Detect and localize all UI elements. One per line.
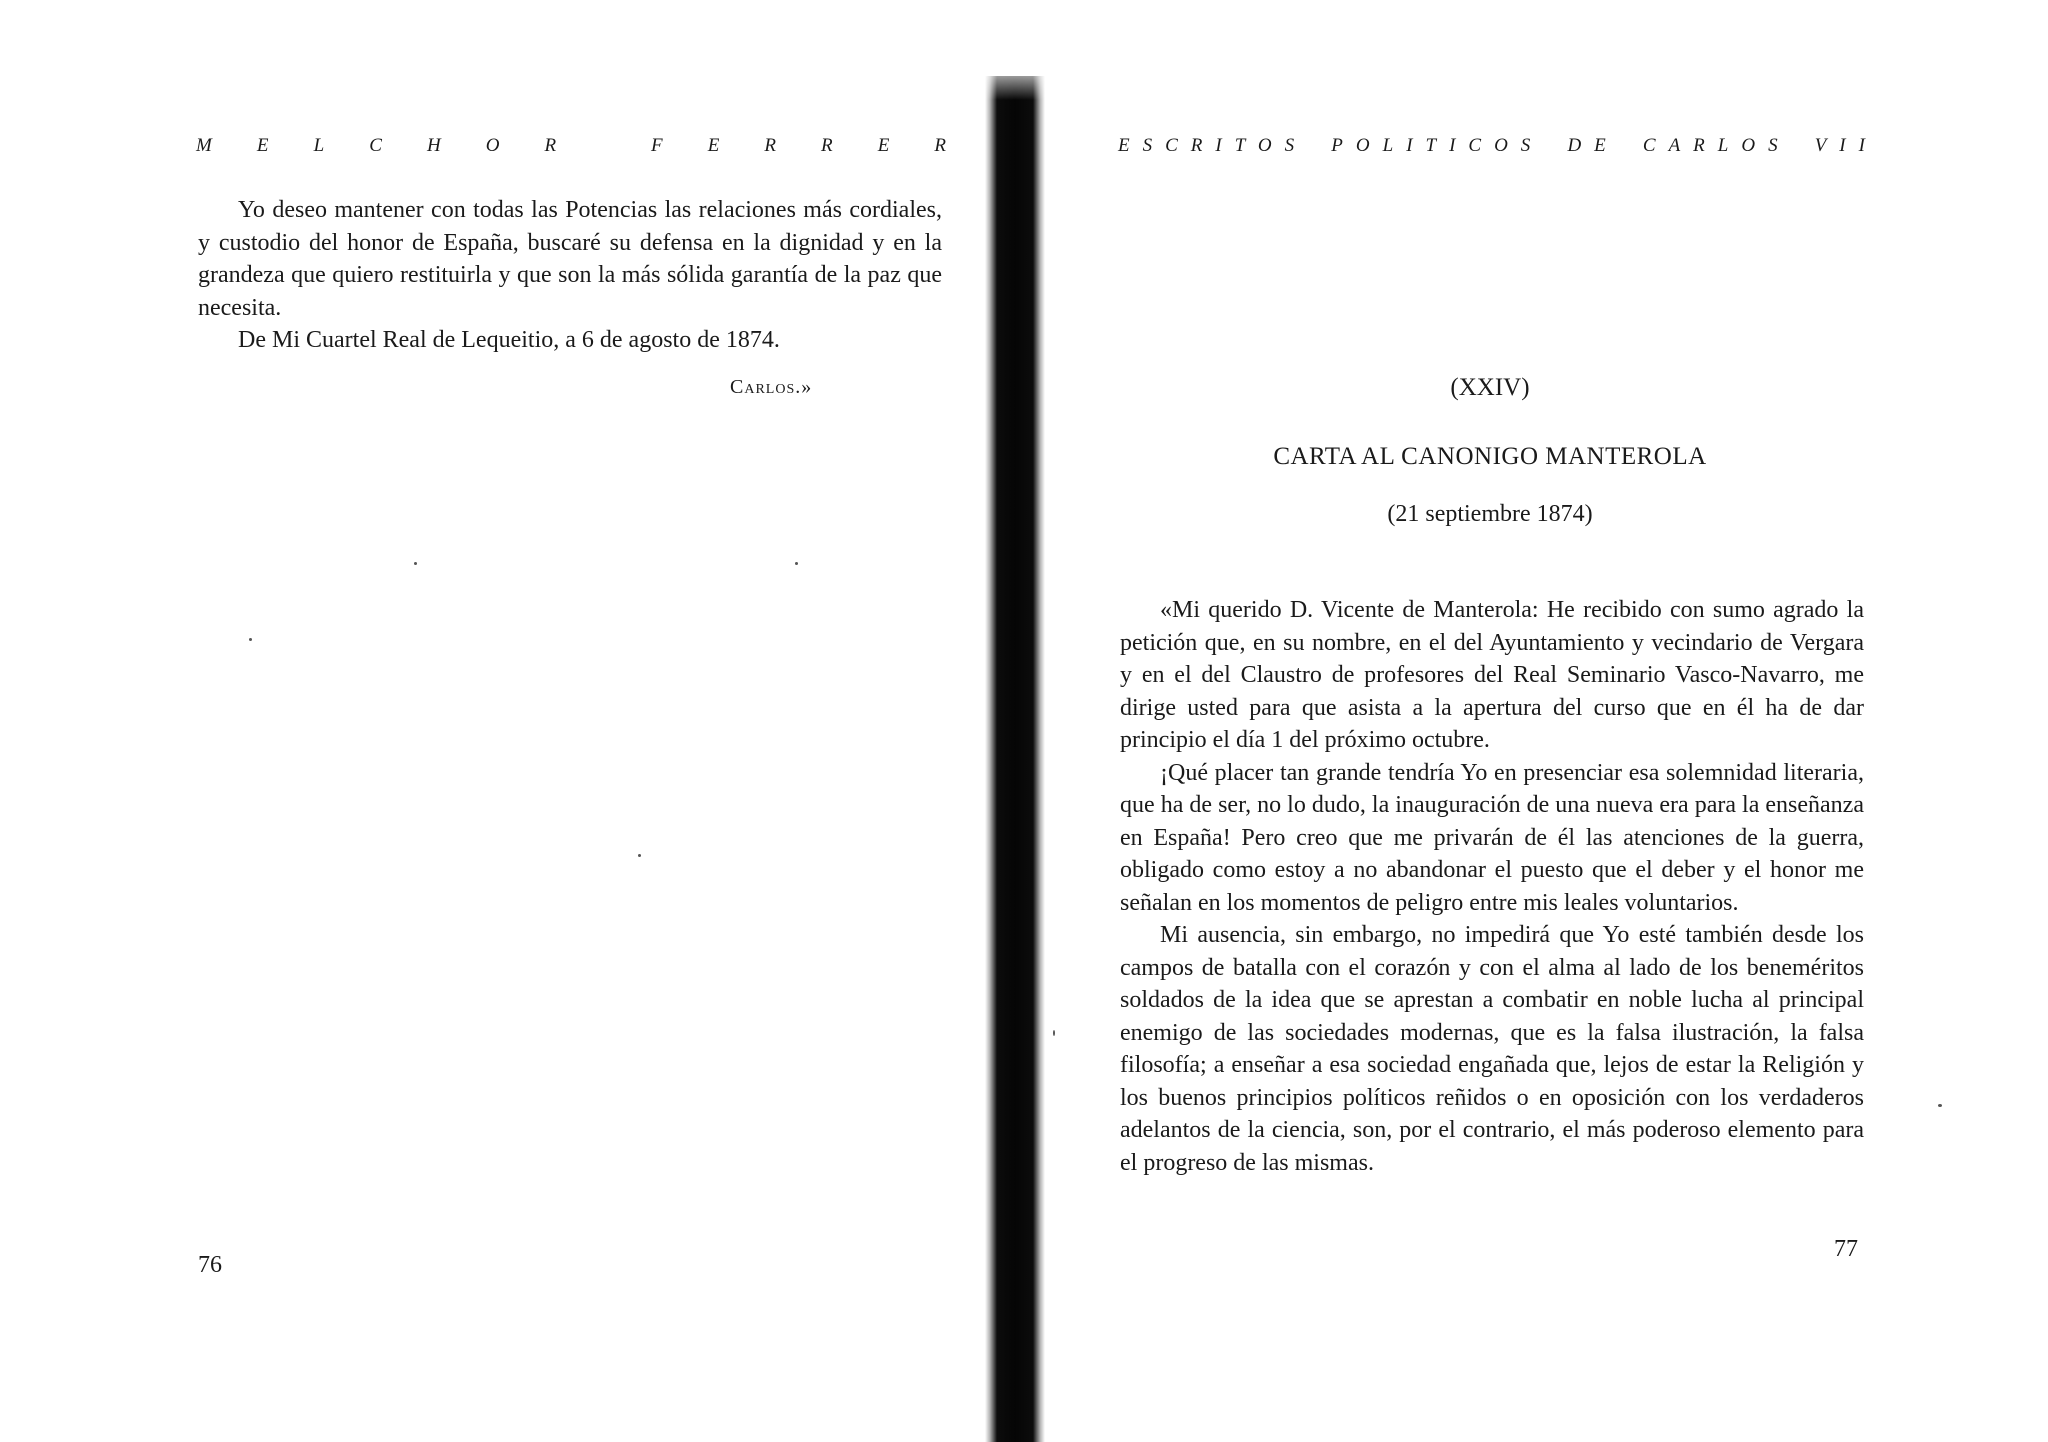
running-head-word: ESCRITOS — [1118, 135, 1308, 156]
running-head-letter: C — [369, 135, 382, 156]
signature: Carlos.» — [730, 376, 813, 398]
page-number: 77 — [1834, 1236, 1858, 1262]
paragraph: Mi ausencia, sin embargo, no impedirá que Yo esté también desde los campos de batalla con el corazón y con el alma al lado de los beneméritos soldados de la idea que se aprestan a combatir en noble lucha al principal enemigo de las sociedades modernas, que es la falsa ilustración, la falsa filosofía; a enseñar a esa sociedad engañada que, lejos de estar la Religión y los buenos principios políticos reñidos o en oposición con los verdaderos adelantos de la ciencia, son, por el contrario, el más poderoso elemento para el progreso de las mismas. — [1120, 922, 1864, 1176]
running-head-word: VII — [1814, 135, 1878, 156]
running-head-word: POLITICOS — [1331, 135, 1544, 156]
paragraph: ¡Qué placer tan grande tendría Yo en presenciar esa solemnidad literaria, que ha de ser, no lo dudo, la inauguración de una nueva era para la enseñanza en España! Pero creo que me privarán de él las atenciones de la guerra, obligado como estoy a no abandonar el puesto que el deber y el honor me señalan en los momentos de peligro entre mis leales voluntarios. — [1120, 759, 1864, 916]
scan-speck — [638, 854, 641, 857]
running-head-letter: O — [485, 135, 500, 156]
running-head-letter: H — [426, 135, 441, 156]
scan-speck — [795, 562, 798, 565]
running-head-letter: M — [196, 135, 212, 156]
running-head-letter: R — [934, 135, 946, 156]
running-head-letter: E — [707, 135, 720, 156]
running-head-gap — [601, 135, 606, 157]
page-number: 76 — [198, 1252, 222, 1278]
scan-speck — [249, 638, 252, 641]
chapter-number: (XXIV) — [1450, 374, 1530, 401]
running-head-letter: R — [764, 135, 776, 156]
scan-speck — [414, 562, 417, 565]
running-head-letter: F — [651, 135, 663, 156]
left-running-head — [196, 135, 946, 157]
right-running-head — [1118, 135, 1878, 157]
scan-speck — [1938, 1104, 1942, 1107]
book-gutter-shadow — [985, 76, 1045, 1442]
right-body-text — [1120, 594, 1864, 1179]
left-page — [0, 0, 975, 1442]
running-head-letter: R — [544, 135, 557, 156]
gutter-top-fade — [975, 60, 1055, 100]
running-head-letter: E — [877, 135, 890, 156]
scan-speck — [1053, 1030, 1055, 1036]
left-body-text — [198, 194, 942, 357]
chapter-title: CARTA AL CANONIGO MANTEROLA — [1273, 443, 1707, 470]
paragraph: «Mi querido D. Vicente de Manterola: He recibido con sumo agrado la petición que, en su nombre, en el del Ayuntamiento y vecindario de Vergara y en el del Claustro de profesores del Real Seminario Vasco-Navarro, me dirige usted para que asista a la apertura del curso que en él ha de dar principio el día 1 del próximo octubre. — [1120, 597, 1864, 753]
running-head-letter: R — [821, 135, 833, 156]
running-head-word: DE — [1567, 135, 1619, 156]
running-head-word: CARLOS — [1642, 135, 1791, 156]
running-head-letter: E — [256, 135, 269, 156]
running-head-letter: L — [313, 135, 325, 156]
paragraph: De Mi Cuartel Real de Lequeitio, a 6 de agosto de 1874. — [238, 327, 780, 353]
paragraph: Yo deseo mantener con todas las Potencias las relaciones más cordiales, y custodio del honor de España, buscaré su defensa en la dignidad y en la grandeza que quiero restituirla y que son la más sólida garantía de la paz que necesita. — [198, 197, 942, 321]
chapter-date: (21 septiembre 1874) — [1387, 501, 1593, 527]
